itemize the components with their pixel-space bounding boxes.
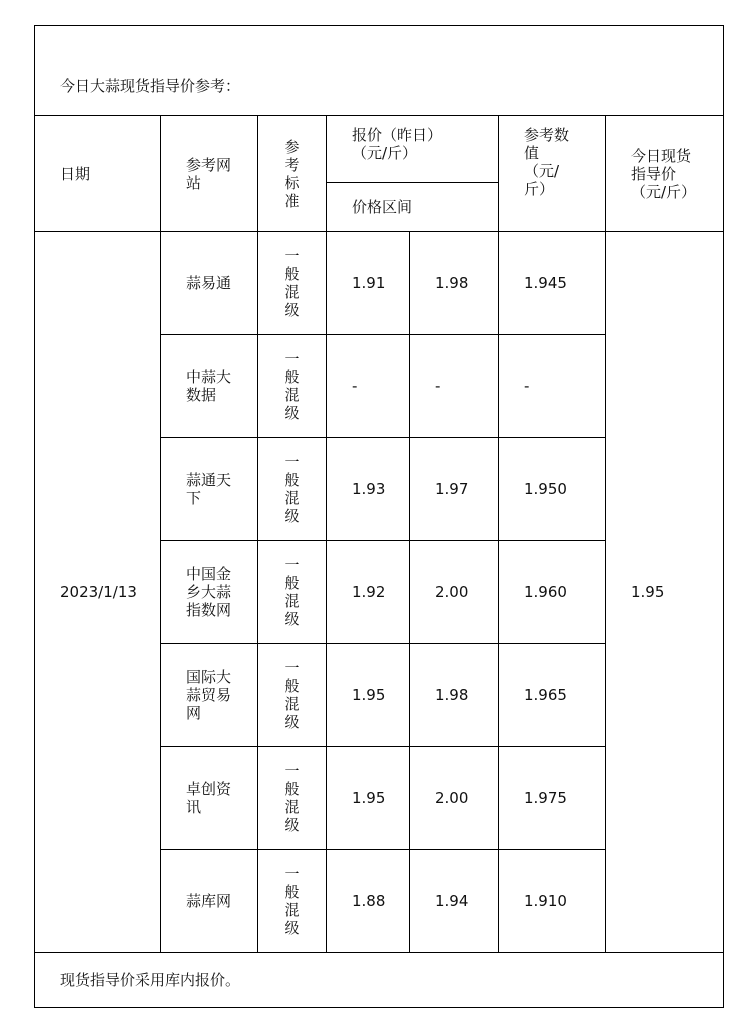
price-low: 1.88 <box>327 850 410 953</box>
standard-cell <box>258 541 327 644</box>
standard-text: 一般混级 <box>284 556 300 628</box>
header-today-price-text: 今日现货指导价（元/斤） <box>631 146 697 201</box>
ref-value: - <box>499 335 606 438</box>
standard-text: 一般混级 <box>284 865 300 937</box>
standard-cell <box>258 232 327 335</box>
standard-text: 一般混级 <box>284 350 300 422</box>
header-date: 日期 <box>35 116 161 232</box>
site-cell <box>161 438 258 541</box>
ref-value: 1.945 <box>499 232 606 335</box>
site-name: 蒜易通 <box>186 274 232 292</box>
price-low: 1.91 <box>327 232 410 335</box>
site-cell <box>161 644 258 747</box>
date-cell: 2023/1/13 <box>35 232 161 953</box>
price-high: 1.94 <box>410 850 499 953</box>
ref-value: 1.965 <box>499 644 606 747</box>
standard-cell <box>258 438 327 541</box>
site-name: 蒜库网 <box>186 892 232 910</box>
header-price-range: 价格区间 <box>327 183 499 232</box>
site-cell <box>161 335 258 438</box>
header-standard <box>258 116 327 232</box>
title-row <box>35 26 724 116</box>
site-cell <box>161 850 258 953</box>
standard-text: 一般混级 <box>284 659 300 731</box>
header-ref-value-text: 参考数值（元/斤） <box>524 126 570 198</box>
site-cell <box>161 541 258 644</box>
price-high: 1.98 <box>410 644 499 747</box>
ref-value: 1.910 <box>499 850 606 953</box>
price-high: 2.00 <box>410 541 499 644</box>
footer-note: 现货指导价采用库内报价。 <box>35 953 724 1008</box>
price-high: 2.00 <box>410 747 499 850</box>
ref-value: 1.960 <box>499 541 606 644</box>
site-name: 卓创资讯 <box>186 780 232 816</box>
standard-cell <box>258 850 327 953</box>
price-low: 1.95 <box>327 747 410 850</box>
ref-value: 1.975 <box>499 747 606 850</box>
site-name: 蒜通天下 <box>186 471 232 507</box>
standard-text: 一般混级 <box>284 762 300 834</box>
header-site <box>161 116 258 232</box>
header-today-price <box>606 116 724 232</box>
header-ref-value <box>499 116 606 232</box>
price-low: 1.95 <box>327 644 410 747</box>
standard-text: 一般混级 <box>284 453 300 525</box>
standard-cell <box>258 335 327 438</box>
today-price-value: 1.95 <box>606 232 724 953</box>
site-cell <box>161 232 258 335</box>
header-standard-text: 参考标准 <box>284 137 300 210</box>
price-high: 1.97 <box>410 438 499 541</box>
price-high: - <box>410 335 499 438</box>
price-table <box>34 25 724 1008</box>
price-high: 1.98 <box>410 232 499 335</box>
header-price-yesterday <box>327 116 499 183</box>
site-name: 中国金乡大蒜指数网 <box>186 565 232 619</box>
site-name: 中蒜大数据 <box>186 368 232 404</box>
price-low: 1.92 <box>327 541 410 644</box>
header-site-text: 参考网站 <box>186 155 232 192</box>
price-low: - <box>327 335 410 438</box>
site-cell <box>161 747 258 850</box>
ref-value: 1.950 <box>499 438 606 541</box>
standard-cell <box>258 644 327 747</box>
page-title: 今日大蒜现货指导价参考： <box>60 77 241 95</box>
price-low: 1.93 <box>327 438 410 541</box>
standard-text: 一般混级 <box>284 247 300 319</box>
site-name: 国际大蒜贸易网 <box>186 668 232 722</box>
standard-cell <box>258 747 327 850</box>
header-price-yesterday-text: 报价（昨日）（元/斤） <box>352 126 443 162</box>
